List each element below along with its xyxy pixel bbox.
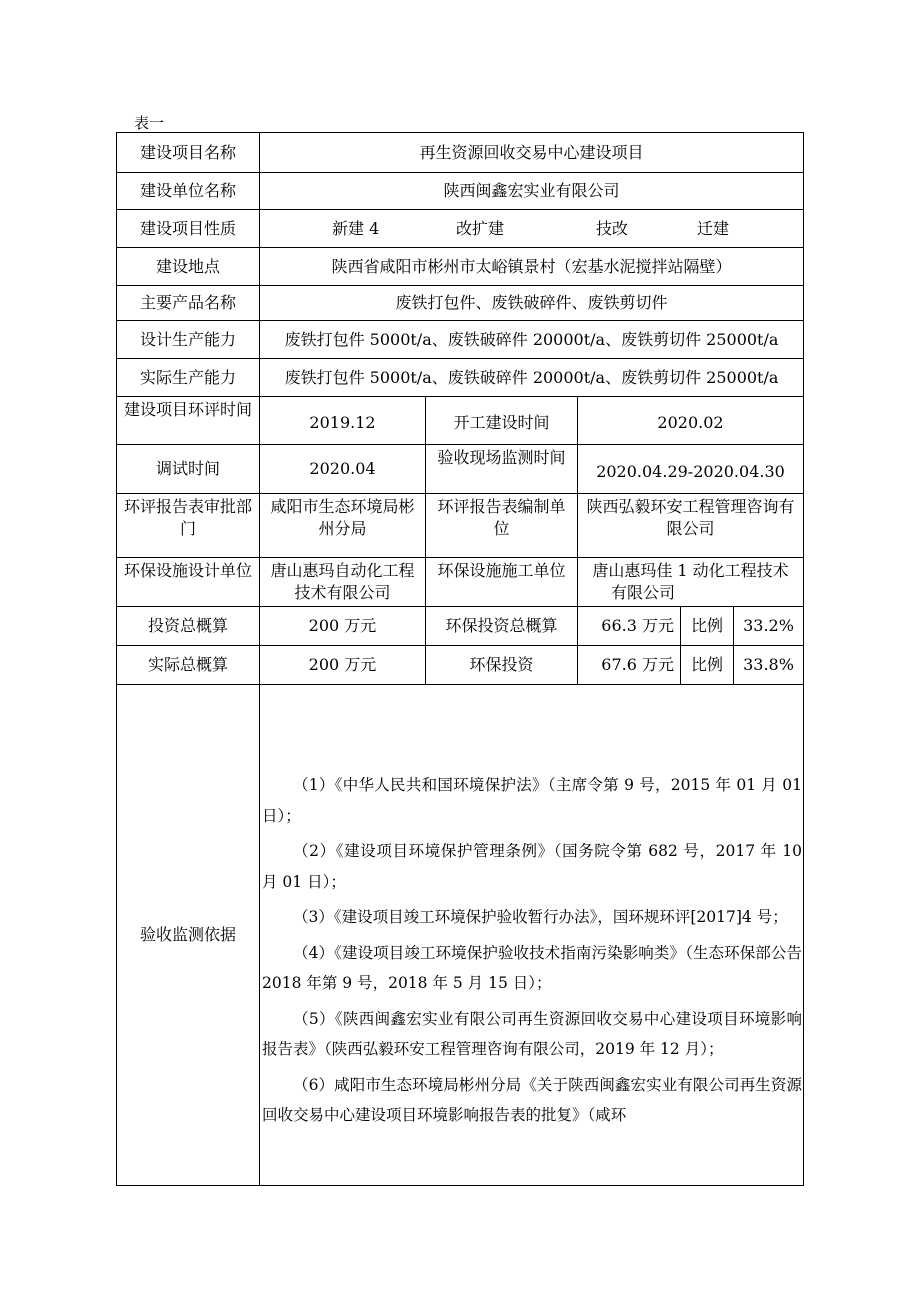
- env-investment-value: 66.3 万元: [601, 616, 674, 635]
- project-name-label: 建设项目名称: [139, 142, 236, 162]
- monitoring-time-value: 2020.04.29-2020.04.30: [596, 461, 785, 481]
- unit-name-value: 陕西闽鑫宏实业有限公司: [443, 181, 620, 200]
- actual-capacity-label: 实际生产能力: [139, 367, 236, 387]
- location-value: 陕西省咸阳市彬州市太峪镇景村（宏基水泥搅拌站隔壁）: [331, 256, 732, 276]
- approval-dept-value-line: 州分局: [318, 519, 367, 538]
- debug-time-label: 调试时间: [155, 459, 220, 478]
- nature-option-tech: 技改: [596, 218, 629, 238]
- investment-value: 200 万元: [308, 616, 377, 635]
- design-unit-value-line: 技术有限公司: [294, 583, 391, 602]
- ratio-label: 比例: [690, 616, 723, 635]
- actual-env-investment-value: 67.6 万元: [601, 655, 674, 674]
- actual-investment-label: 实际总概算: [147, 655, 228, 674]
- eia-time-label: 建设项目环评时间: [123, 400, 252, 419]
- env-investment-label: 环保投资总概算: [445, 616, 558, 635]
- approval-dept-label: [117, 496, 259, 556]
- investment-label: 投资总概算: [147, 616, 228, 635]
- table-label: 表一: [134, 114, 165, 132]
- eia-time-value: 2019.12: [309, 413, 376, 432]
- actual-ratio-label: 比例: [690, 655, 723, 674]
- prep-unit-label-line: 位: [493, 519, 510, 538]
- nature-option-relocate: 迁建: [697, 218, 730, 238]
- monitoring-time-label: 验收现场监测时间: [437, 448, 566, 467]
- unit-name-label: 建设单位名称: [139, 181, 236, 200]
- main-products-label: 主要产品名称: [139, 293, 236, 312]
- approval-dept-label-line: 环评报告表审批部: [123, 497, 252, 516]
- design-capacity-value: 废铁打包件 5000t/a、废铁破碎件 20000t/a、废铁剪切件 25000t/a: [284, 329, 779, 349]
- construction-unit-value-line: 唐山惠玛佳 1 动化工程技术: [592, 561, 789, 580]
- nature-option-new: 新建 4: [332, 218, 380, 238]
- approval-dept-value: [260, 496, 425, 556]
- basis-item: （4）《建设项目竣工环境保护验收技术指南污染影响类》（生态环保部公告 2018 年第 9 号，2018 年 5 月 15 日）；: [262, 943, 802, 992]
- basis-item: （5）《陕西闽鑫宏实业有限公司再生资源回收交易中心建设项目环境影响报告表》（陕西弘毅环安工程管理咨询有限公司，2019 年 12 月）；: [262, 1009, 802, 1058]
- actual-ratio-value: 33.8%: [743, 655, 794, 674]
- approval-dept-label-line: 门: [179, 519, 196, 538]
- actual-investment-value: 200 万元: [308, 655, 377, 674]
- row-divider: [116, 493, 804, 494]
- prep-unit-value-line: 限公司: [666, 519, 715, 538]
- design-unit-label: 环保设施设计单位: [123, 561, 252, 580]
- prep-unit-label-line: 环评报告表编制单: [437, 497, 566, 516]
- project-name-value: 再生资源回收交易中心建设项目: [419, 142, 644, 162]
- design-capacity-label: 设计生产能力: [139, 329, 236, 349]
- main-products-value: 废铁打包件、废铁破碎件、废铁剪切件: [395, 293, 668, 312]
- basis-item: （2）《建设项目环境保护管理条例》（国务院令第 682 号，2017 年 10 月 01 日）；: [262, 842, 802, 891]
- actual-env-investment-label: 环保投资: [469, 655, 534, 674]
- prep-unit-value-line: 陕西弘毅环安工程管理咨询有: [586, 497, 795, 516]
- debug-time-value: 2020.04: [309, 459, 376, 478]
- basis-list: [262, 770, 802, 1136]
- construction-start-value: 2020.02: [657, 413, 724, 432]
- construction-unit-value-line: 有限公司: [611, 583, 676, 602]
- construction-unit-label: 环保设施施工单位: [437, 561, 566, 580]
- design-unit-value-line: 唐山惠玛自动化工程: [270, 561, 415, 580]
- basis-label: 验收监测依据: [139, 925, 236, 944]
- prep-unit-label: [426, 496, 577, 556]
- basis-item: （3）《建设项目竣工环境保护验收暂行办法》，国环规环评[2017]4 号；: [293, 908, 788, 926]
- approval-dept-value-line: 咸阳市生态环境局彬: [270, 497, 415, 516]
- actual-capacity-value: 废铁打包件 5000t/a、废铁破碎件 20000t/a、废铁剪切件 25000t/a: [284, 367, 779, 387]
- basis-item: （1）《中华人民共和国环境保护法》（主席令第 9 号，2015 年 01 月 01 日）；: [262, 776, 802, 825]
- project-nature-label: 建设项目性质: [139, 218, 236, 238]
- nature-option-expand: 改扩建: [456, 218, 505, 238]
- ratio-value: 33.2%: [743, 616, 794, 635]
- design-unit-value: [260, 558, 425, 606]
- basis-item: （6）咸阳市生态环境局彬州分局《关于陕西闽鑫宏实业有限公司再生资源回收交易中心建设项目环境影响报告表的批复》（咸环: [262, 1075, 802, 1124]
- construction-start-label: 开工建设时间: [453, 413, 550, 432]
- location-label: 建设地点: [155, 256, 220, 276]
- construction-unit-value: [578, 558, 803, 606]
- prep-unit-value: [578, 496, 803, 556]
